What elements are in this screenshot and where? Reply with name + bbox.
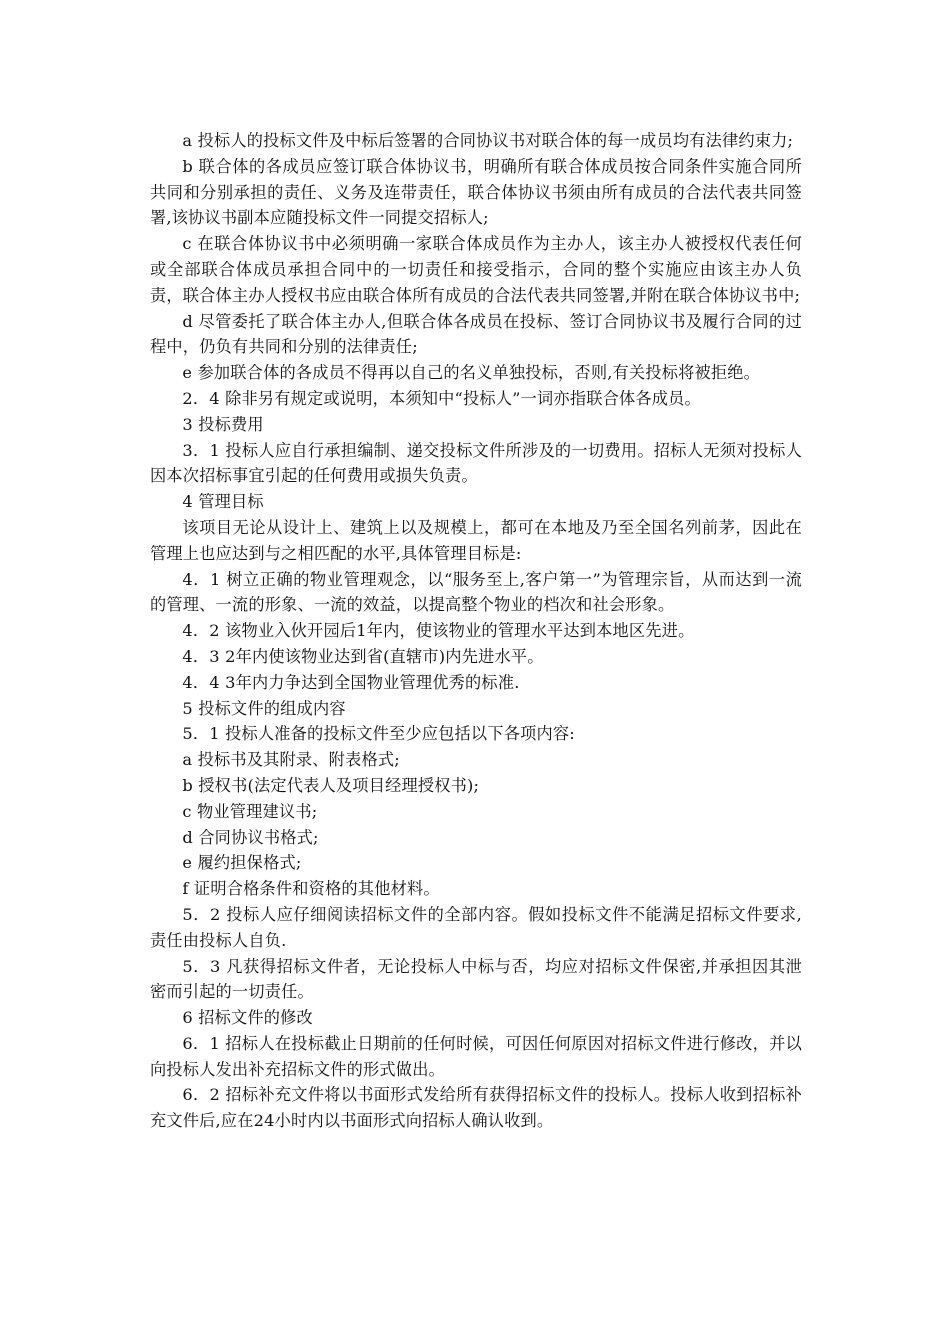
paragraph-2-4: 2．4 除非另有规定或说明，本须知中“投标人”一词亦指联合体各成员。 xyxy=(182,388,701,408)
paragraph-consortium-c: c 在联合体协议书中必须明确一家联合体成员作为主办人，该主办人被授权代表任何或全部联合体成员承担合同中的一切责任和接受指示，合同的整个实施应由该主办人负责，联合体主办人授权书应由联合体所有成员的合法代表共同签署,并附在联合体协议书中; xyxy=(150,234,802,305)
paragraph-consortium-a: a 投标人的投标文件及中标后签署的合同协议书对联合体的每一成员均有法律约束力; xyxy=(182,131,794,150)
section-heading-4: 4 管理目标 xyxy=(182,492,264,512)
section-heading-6: 6 招标文件的修改 xyxy=(182,1008,313,1028)
paragraph-5-1: 5．1 投标人准备的投标文件至少应包括以下各项内容: xyxy=(182,724,575,744)
list-item-5-c: c 物业管理建议书; xyxy=(182,801,318,821)
list-item-5-a: a 投标书及其附录、附表格式; xyxy=(182,750,400,770)
list-item-5-f: f 证明合格条件和资格的其他材料。 xyxy=(182,879,440,899)
paragraph-4-1: 4．1 树立正确的物业管理观念，以“服务至上,客户第一”为管理宗旨，从而达到一流的管理、一流的形象、一流的效益，以提高整个物业的档次和社会形象。 xyxy=(150,569,802,615)
paragraph-6-1: 6．1 招标人在投标截止日期前的任何时候，可因任何原因对招标文件进行修改，并以向投标人发出补充招标文件的形式做出。 xyxy=(150,1033,802,1079)
paragraph-5-2: 5．2 投标人应仔细阅读招标文件的全部内容。假如投标文件不能满足招标文件要求,责任由投标人自负. xyxy=(150,904,802,950)
list-item-5-b: b 授权书(法定代表人及项目经理授权书); xyxy=(182,775,480,795)
section-heading-3: 3 投标费用 xyxy=(182,414,264,434)
paragraph-4-intro: 该项目无论从设计上、建筑上以及规模上，都可在本地及乃至全国名列前茅，因此在管理上也应达到与之相匹配的水平,具体管理目标是: xyxy=(150,517,802,563)
paragraph-4-4: 4．4 3年内力争达到全国物业管理优秀的标准. xyxy=(182,672,520,692)
paragraph-consortium-b: b 联合体的各成员应签订联合体协议书，明确所有联合体成员按合同条件实施合同所共同和分别承担的责任、义务及连带责任，联合体协议书须由所有成员的合法代表共同签署,该协议书副本应随投标文件一同提交招标人; xyxy=(150,156,802,228)
paragraph-4-2: 4．2 该物业入伙开园后1年内，使该物业的管理水平达到本地区先进。 xyxy=(182,621,695,641)
paragraph-6-2: 6．2 招标补充文件将以书面形式发给所有获得招标文件的投标人。投标人收到招标补充文件后,应在24小时内以书面形式向招标人确认收到。 xyxy=(150,1085,802,1131)
list-item-5-e: e 履约担保格式; xyxy=(182,853,302,873)
paragraph-4-3: 4．3 2年内使该物业达到省(直辖市)内先进水平。 xyxy=(182,646,544,666)
document-body xyxy=(150,128,802,1134)
paragraph-consortium-e: e 参加联合体的各成员不得再以自己的名义单独投标，否则,有关投标将被拒绝。 xyxy=(182,363,761,383)
section-heading-5: 5 投标文件的组成内容 xyxy=(182,698,346,718)
paragraph-3-1: 3．1 投标人应自行承担编制、递交投标文件所涉及的一切费用。招标人无须对投标人因本次招标事宜引起的任何费用或损失负责。 xyxy=(150,440,802,486)
list-item-5-d: d 合同协议书格式; xyxy=(182,827,319,847)
paragraph-consortium-d: d 尽管委托了联合体主办人,但联合体各成员在投标、签订合同协议书及履行合同的过程中，仍负有共同和分别的法律责任; xyxy=(150,311,802,357)
paragraph-5-3: 5．3 凡获得招标文件者，无论投标人中标与否，均应对招标文件保密,并承担因其泄密而引起的一切责任。 xyxy=(150,956,802,1002)
